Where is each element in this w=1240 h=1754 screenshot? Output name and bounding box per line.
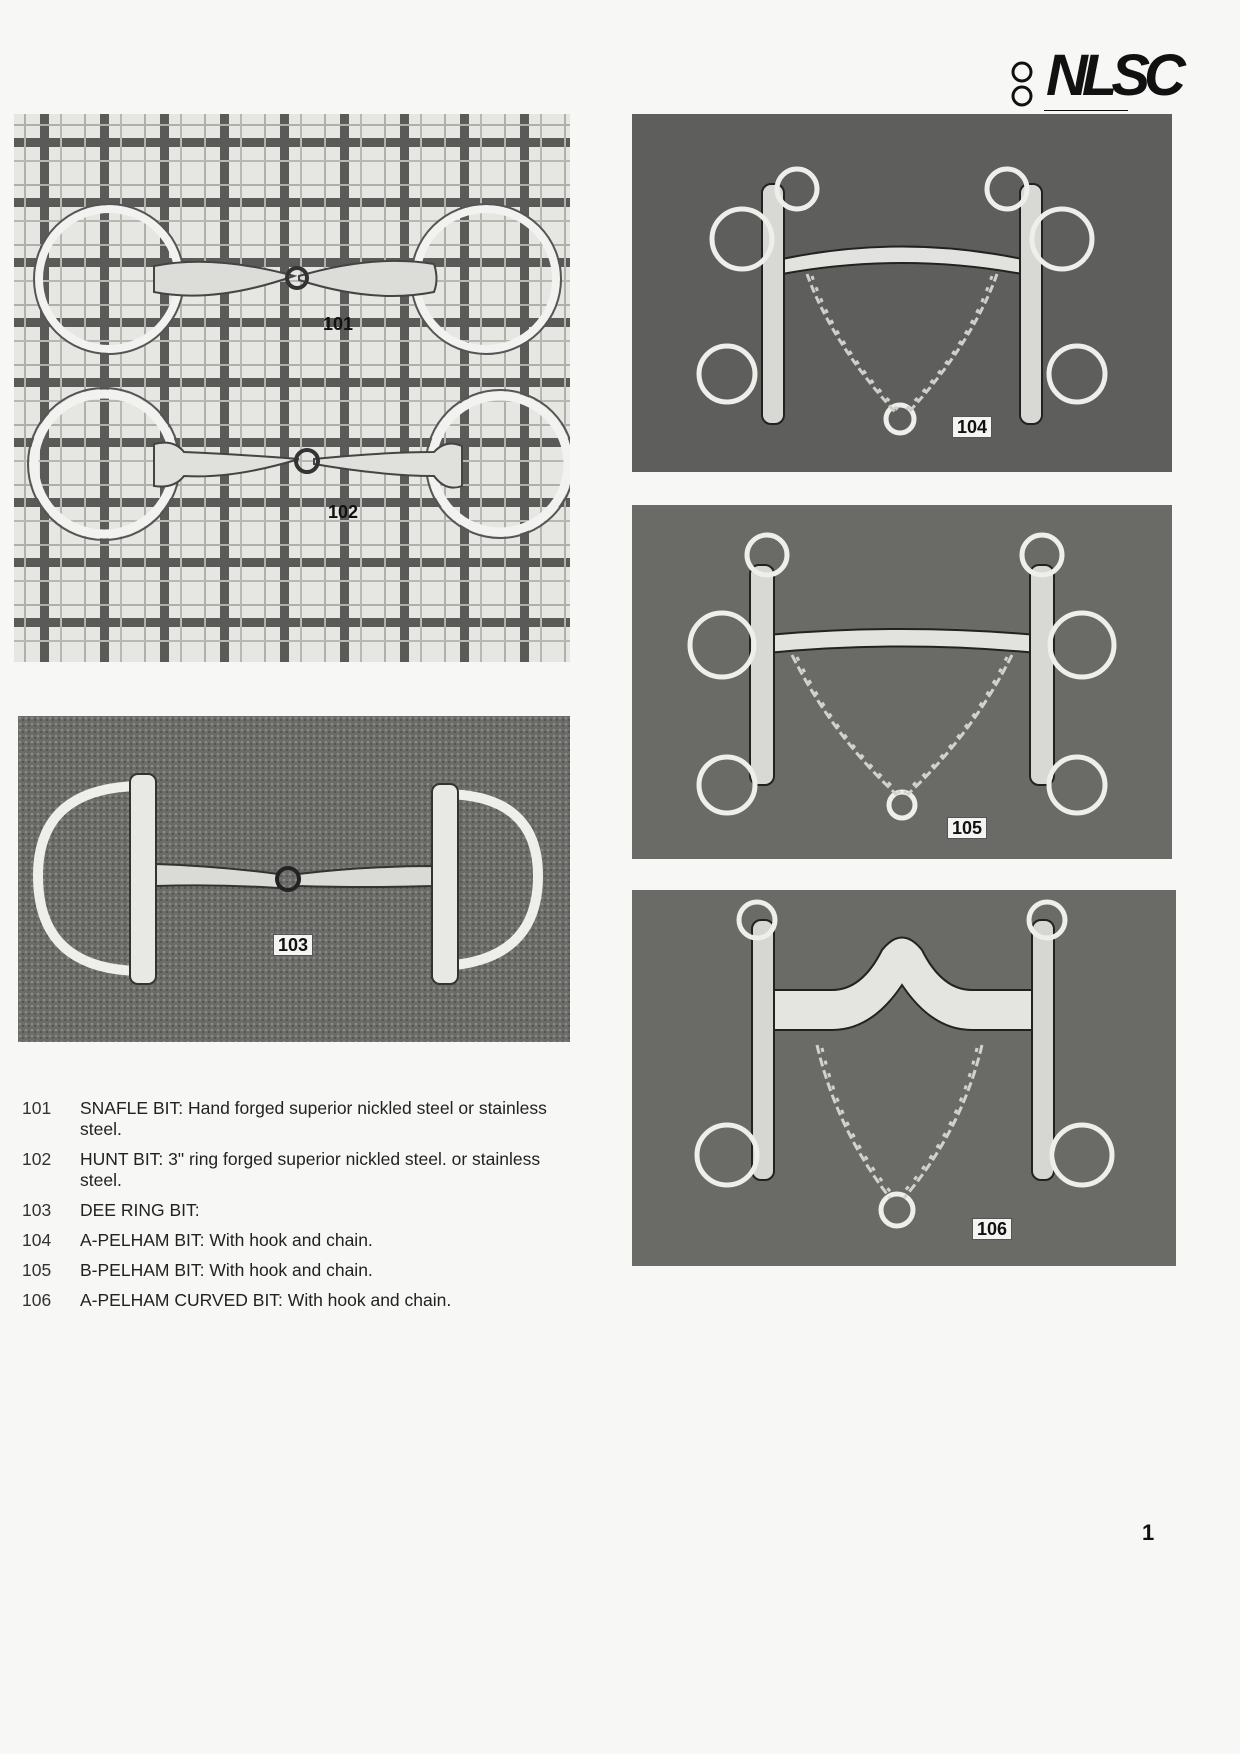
photo-b-pelham-bit [632, 505, 1172, 859]
label-105: 105 [947, 817, 987, 839]
item-number: 105 [22, 1260, 52, 1280]
photo-dee-ring-bit [18, 716, 570, 1042]
label-104: 104 [952, 416, 992, 438]
item-row-105 [22, 1260, 582, 1281]
photo-a-pelham-bit [632, 114, 1172, 472]
item-row-103 [22, 1200, 582, 1221]
label-101: 101 [323, 314, 354, 334]
item-row-102 [22, 1149, 582, 1191]
logo-mark: NLSC [1046, 43, 1180, 108]
item-row-101 [22, 1098, 582, 1140]
item-text: Hand forged superior nickled steel or stainless steel. [80, 1098, 547, 1139]
item-text: With hook and chain. [287, 1290, 452, 1310]
item-name: A-PELHAM CURVED BIT: [80, 1290, 283, 1310]
item-name: DEE RING BIT: [80, 1200, 200, 1220]
item-number: 103 [22, 1200, 52, 1220]
scissor-rings-icon [1010, 60, 1050, 110]
photo-snaffle-hunt-bits [14, 114, 570, 662]
label-106: 106 [972, 1218, 1012, 1240]
item-row-106 [22, 1290, 582, 1311]
item-name: B-PELHAM BIT: [80, 1260, 205, 1280]
item-text: With hook and chain. [209, 1260, 373, 1280]
item-row-104 [22, 1230, 582, 1251]
item-number: 104 [22, 1230, 52, 1250]
item-text: With hook and chain. [209, 1230, 373, 1250]
page-number: 1 [1142, 1520, 1155, 1545]
item-number: 102 [22, 1149, 52, 1169]
item-name: HUNT BIT: [80, 1149, 164, 1169]
label-103: 103 [273, 934, 313, 956]
item-number: 101 [22, 1098, 52, 1118]
item-descriptions [22, 1098, 582, 1320]
item-number: 106 [22, 1290, 52, 1310]
item-name: SNAFLE BIT: [80, 1098, 184, 1118]
item-text: 3" ring forged superior nickled steel. or stainless steel. [80, 1149, 541, 1190]
photo-a-pelham-curved-bit [632, 890, 1176, 1266]
label-102: 102 [328, 502, 359, 522]
item-name: A-PELHAM BIT: [80, 1230, 205, 1250]
